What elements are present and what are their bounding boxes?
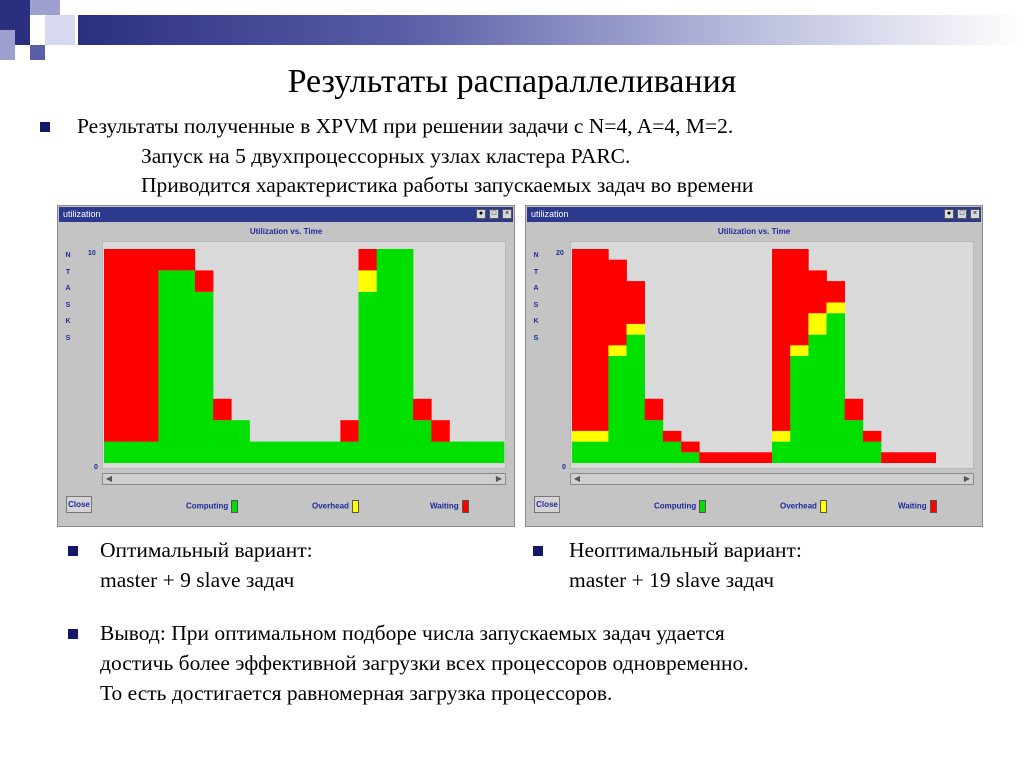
bar-computing <box>431 442 450 463</box>
legend-swatch <box>820 500 827 513</box>
bar-computing <box>250 442 269 463</box>
bar-computing <box>268 442 287 463</box>
y-axis-letter: T <box>65 268 71 276</box>
bar-computing <box>681 452 700 463</box>
bar-waiting <box>845 399 864 420</box>
legend-swatch <box>231 500 238 513</box>
bar-waiting <box>790 249 809 345</box>
legend-swatch <box>352 500 359 513</box>
legend-label: Overhead <box>312 501 349 511</box>
bar-computing <box>790 356 809 463</box>
y-axis-label <box>532 248 540 347</box>
bar-computing <box>231 420 250 463</box>
bar-computing <box>486 442 505 463</box>
bullet-icon <box>533 546 543 556</box>
bar-waiting <box>863 431 882 442</box>
bar-computing <box>377 249 396 463</box>
legend-item <box>430 500 469 513</box>
bar-overhead <box>590 431 609 442</box>
bar-computing <box>645 420 664 463</box>
close-button[interactable]: Close <box>534 496 560 513</box>
bar-computing <box>468 442 487 463</box>
bar-waiting <box>645 399 664 420</box>
bar-computing <box>195 292 214 463</box>
bar-waiting <box>140 249 159 442</box>
optimal-caption-1: Оптимальный вариант: <box>100 538 313 562</box>
bar-waiting <box>122 249 141 442</box>
bar-waiting <box>159 249 178 270</box>
bar-waiting <box>718 452 737 463</box>
bar-waiting <box>572 249 591 431</box>
y-axis-letter: A <box>65 285 71 292</box>
menu-icon[interactable]: ● <box>476 209 486 219</box>
intro-line-2: Запуск на 5 двухпроцессорных узлах кластера PARC. <box>141 144 631 168</box>
bar-computing <box>304 442 323 463</box>
bar-computing <box>827 313 846 463</box>
y-axis-letter: N <box>533 252 539 259</box>
scroll-right-icon[interactable]: ▶ <box>963 474 971 483</box>
legend-item <box>780 500 827 513</box>
bar-waiting <box>608 260 627 346</box>
bar-overhead <box>359 270 378 291</box>
bar-computing <box>395 249 414 463</box>
bar-computing <box>213 420 232 463</box>
bar-overhead <box>627 324 646 335</box>
utilization-chart <box>102 241 506 469</box>
intro-line-1: Результаты полученные в XPVM при решении задачи с N=4, A=4, M=2. <box>77 114 734 138</box>
utilization-chart <box>570 241 974 469</box>
bar-waiting <box>663 431 682 442</box>
bar-computing <box>140 442 159 463</box>
bar-computing <box>159 270 178 463</box>
bar-computing <box>413 420 432 463</box>
legend-item <box>654 500 706 513</box>
y-axis-letter: A <box>533 285 539 292</box>
bar-computing <box>663 442 682 463</box>
bar-computing <box>322 442 341 463</box>
chart-heading: Utilization vs. Time <box>249 227 323 236</box>
bar-waiting <box>104 249 123 442</box>
bar-computing <box>450 442 469 463</box>
bar-computing <box>845 420 864 463</box>
y-axis-letter: T <box>533 268 539 276</box>
bar-waiting <box>736 452 755 463</box>
header-bar <box>78 15 1024 45</box>
bar-waiting <box>899 452 918 463</box>
menu-icon[interactable]: ● <box>944 209 954 219</box>
bar-computing <box>772 442 791 463</box>
window-title: utilization <box>531 209 569 219</box>
y-axis-letter: K <box>533 318 539 325</box>
close-icon[interactable]: × <box>502 209 512 219</box>
y-axis-letter: N <box>65 252 71 259</box>
window-titlebar[interactable] <box>527 207 981 222</box>
y-axis-letter: S <box>533 334 539 342</box>
close-icon[interactable]: × <box>970 209 980 219</box>
horizontal-scrollbar[interactable] <box>570 473 974 485</box>
bar-waiting <box>431 420 450 441</box>
bar-overhead <box>572 431 591 442</box>
legend-label: Overhead <box>780 501 817 511</box>
window-title: utilization <box>63 209 101 219</box>
bar-waiting <box>213 399 232 420</box>
legend-label: Waiting <box>898 501 927 511</box>
legend-swatch <box>699 500 706 513</box>
bar-waiting <box>772 249 791 431</box>
scroll-left-icon[interactable]: ◀ <box>573 474 581 483</box>
bullet-icon <box>68 629 78 639</box>
bullet-icon <box>68 546 78 556</box>
bar-waiting <box>699 452 718 463</box>
bar-computing <box>808 335 827 463</box>
bar-waiting <box>627 281 646 324</box>
bar-computing <box>627 335 646 463</box>
legend-item <box>898 500 937 513</box>
y-axis-letter: S <box>65 301 71 309</box>
bar-overhead <box>608 345 627 356</box>
bar-overhead <box>772 431 791 442</box>
nonoptimal-caption-2: master + 19 slave задач <box>569 568 775 592</box>
conclusion-line-3: То есть достигается равномерная загрузка процессоров. <box>100 681 613 705</box>
bar-overhead <box>790 345 809 356</box>
bar-waiting <box>808 270 827 313</box>
bar-overhead <box>808 313 827 334</box>
y-tick-min: 0 <box>562 464 566 471</box>
bar-waiting <box>827 281 846 302</box>
legend-item <box>312 500 359 513</box>
y-axis-letter: K <box>65 318 71 325</box>
maximize-icon[interactable]: □ <box>957 209 967 219</box>
bar-computing <box>122 442 141 463</box>
bar-computing <box>359 292 378 463</box>
bar-computing <box>104 442 123 463</box>
slide-title: Результаты распараллеливания <box>287 63 737 100</box>
bar-waiting <box>413 399 432 420</box>
bar-waiting <box>754 452 773 463</box>
legend-label: Computing <box>654 501 697 511</box>
scroll-right-icon[interactable]: ▶ <box>495 474 503 483</box>
chart-heading: Utilization vs. Time <box>717 227 791 236</box>
bullet-icon <box>40 122 50 132</box>
y-axis-letter: S <box>533 301 539 309</box>
legend-label: Waiting <box>430 501 459 511</box>
horizontal-scrollbar[interactable] <box>102 473 506 485</box>
conclusion-line-1: Вывод: При оптимальном подборе числа запускаемых задач удается <box>100 621 725 645</box>
bar-waiting <box>195 270 214 291</box>
legend-item <box>186 500 238 513</box>
nonoptimal-caption-1: Неоптимальный вариант: <box>569 538 802 562</box>
y-tick-max: 10 <box>88 250 96 257</box>
intro-line-3: Приводится характеристика работы запускаемых задач во времени <box>141 173 754 197</box>
legend-swatch <box>462 500 469 513</box>
bar-computing <box>590 442 609 463</box>
y-tick-min: 0 <box>94 464 98 471</box>
bar-waiting <box>359 249 378 270</box>
bar-waiting <box>177 249 196 270</box>
bar-computing <box>863 442 882 463</box>
scroll-left-icon[interactable]: ◀ <box>105 474 113 483</box>
y-tick-max: 20 <box>556 250 564 257</box>
maximize-icon[interactable]: □ <box>489 209 499 219</box>
y-axis-label <box>64 248 72 347</box>
legend-swatch <box>930 500 937 513</box>
bar-waiting <box>918 452 937 463</box>
bar-computing <box>286 442 305 463</box>
bar-waiting <box>340 420 359 441</box>
close-button[interactable]: Close <box>66 496 92 513</box>
utilization-window-nonoptimal <box>525 205 983 527</box>
window-titlebar[interactable] <box>59 207 513 222</box>
bar-waiting <box>590 249 609 431</box>
optimal-caption-2: master + 9 slave задач <box>100 568 295 592</box>
utilization-window-optimal <box>57 205 515 527</box>
conclusion-line-2: достичь более эффективной загрузки всех процессоров одновременно. <box>100 651 749 675</box>
bar-waiting <box>681 442 700 453</box>
bar-overhead <box>827 303 846 314</box>
bar-computing <box>572 442 591 463</box>
y-axis-letter: S <box>65 334 71 342</box>
bar-computing <box>177 270 196 463</box>
bar-computing <box>608 356 627 463</box>
bar-waiting <box>881 452 900 463</box>
bar-computing <box>340 442 359 463</box>
legend-label: Computing <box>186 501 229 511</box>
